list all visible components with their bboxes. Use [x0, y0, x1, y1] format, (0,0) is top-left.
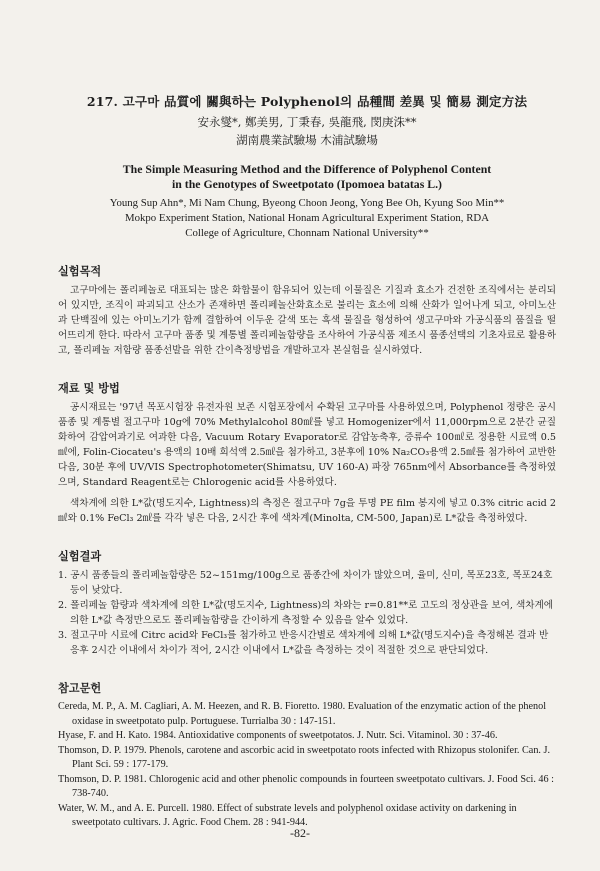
reference-item-4: Thomson, D. P. 1981. Chlorogenic acid and other phenolic compounds in fourteen sweetpotato cultivars. J. Food Sci. 46 : 738-740.: [58, 773, 554, 799]
reference-item-3: Thomson, D. P. 1979. Phenols, carotene and ascorbic acid in sweetpotato roots infected with Rhizopus stolonifer. Can. J. Plant Sci. 59 : 177-179.: [58, 744, 551, 770]
results-item-3: 3. 절고구마 시료에 Citrc acid와 FeCl₃를 첨가하고 반응시간별로 색차계에 의해 L*값(명도지수)을 측정해본 결과 반응후 2시간 이내에서 차이가 적어, 2시간 이내에서 L*값을 측정하는 것이 적절한 것으로 판단되었다.: [58, 630, 549, 656]
english-authors: Young Sup Ahn*, Mi Nam Chung, Byeong Choon Jeong, Yong Bee Oh, Kyung Soo Min**: [109, 197, 505, 209]
english-affiliation-line1: Mokpo Experiment Station, National Honam Agricultural Experiment Station, RDA: [124, 212, 490, 224]
korean-affiliation: 湖南農業試驗場 木浦試驗場: [236, 133, 378, 147]
english-title-line1: The Simple Measuring Method and the Difference of Polyphenol Content: [122, 162, 492, 176]
results-list: [58, 568, 556, 658]
references-list: [58, 700, 556, 831]
korean-title: 217. 고구마 品質에 關與하는 Polyphenol의 品種間 差異 및 簡易 測定方法: [86, 94, 528, 109]
english-title-line2: in the Genotypes of Sweetpotato (Ipomoea batatas L.): [171, 177, 442, 191]
section-title-materials: 재료 및 방법: [58, 381, 120, 395]
reference-item-1: Cereda, M. P., A. M. Cagliari, A. M. Heezen, and R. B. Fioretto. 1980. Evaluation of the enzymatic action of the phenol oxidase in sweetpotato pulp. Portuguese. Turrialba 30 : 147-151.: [58, 701, 547, 727]
section-title-purpose: 실험목적: [58, 264, 102, 278]
header: [58, 92, 556, 241]
materials-paragraph-1: 공시재료는 '97년 목포시험장 유전자원 보존 시험포장에서 수확된 고구마를 사용하였으며, Polyphenol 정량은 공시품종 및 계통별 절고구마 10g에 70% Methylalcohol 80㎖를 넣고 Homogenizer에서 11,000rpm으로 2분간 균질화하여 감압여과기로 여과한 다음, Vacuum Rotary Evaporator로 감압농축후, 증류수 100㎖로 정용한 시료액 0.5㎖에, Folin-Ciocateu's 용액의 10배 희석액 2.5㎖을 첨가하고, 3분후에 10% Na₂CO₃용액 2.5㎖를 첨가하여 교반한 다음, 30분 후에 UV/VIS Spectrophotometer(Shimatsu, UV 160-A) 파장 765nm에서 Absorbance를 측정하였으며, Standard Reagent로는 Chlorogenic acid를 사용하였다.: [58, 402, 556, 488]
materials-paragraph-2: 색차계에 의한 L*값(명도지수, Lightness)의 측정은 절고구마 7g을 투명 PE film 봉지에 넣고 0.3% citric acid 2㎖와 0.1% FeCl₃ 2㎖를 각각 넣은 다음, 2시간 후에 색차계(Minolta, CM-500, Japan)로 L*값을 측정하였다.: [58, 498, 556, 524]
purpose-text: 고구마에는 폴리페놀로 대표되는 많은 화합물이 함유되어 있는데 이물질은 기질과 효소가 건전한 조직에서는 분리되어 있지만, 조직이 파괴되고 산소가 존재하면 폴리페놀산화효소로 불리는 효소에 의해 산화가 일어나게 되고, 아미노산과 단백질에 있는 아미노기가 함께 결합하여 이두운 갈색 또는 흑색 물질을 형성하여 생고구마와 가공식품의 품질을 떨어뜨리게 한다. 따라서 고구마 품종 및 계통별 폴리페놀함량을 조사하여 가공식품 제조시 품종선택의 기초자료로 활용하고, 폴리페놀 저함량 품종선발을 위한 간이측정방법을 개발하고자 본실험을 실시하였다.: [58, 285, 556, 356]
results-item-1: 1. 공시 품종들의 폴리페놀함량은 52~151mg/100g으로 품종간에 차이가 많았으며, 율미, 신미, 목포23호, 목포24호 등이 낮았다.: [58, 570, 553, 596]
section-results: [58, 548, 556, 658]
reference-item-5: Water, W. M., and A. E. Purcell. 1980. Effect of substrate levels and polyphenol oxidase activity on darkening in sweetpotato cultivars. J. Agric. Food Chem. 28 : 941-944.: [58, 802, 517, 828]
section-purpose: [58, 263, 556, 358]
korean-authors: 安永燮*, 鄭美男, 丁秉春, 吳龍飛, 閔庚洙**: [197, 115, 417, 129]
english-affiliation-line2: College of Agriculture, Chonnam National University**: [185, 227, 429, 239]
section-title-references: 참고문헌: [58, 681, 102, 695]
section-materials: [58, 380, 556, 526]
results-item-2: 2. 폴리페놀 함량과 색차계에 의한 L*값(명도지수, Lightness)의 차와는 r=0.81**로 고도의 정상관을 보여, 색차계에 의한 L*값 측정만으로도 폴리페놀함량을 간이하게 측정할 수 있음을 알수 있었다.: [58, 600, 554, 626]
section-references: [58, 680, 556, 831]
page-number: -82-: [290, 826, 310, 840]
reference-item-2: Hyase, F. and H. Kato. 1984. Antioxidative components of sweetpotatos. J. Nutr. Sci. Vitaminol. 30 : 37-46.: [58, 730, 498, 741]
section-title-results: 실험결과: [58, 549, 102, 563]
